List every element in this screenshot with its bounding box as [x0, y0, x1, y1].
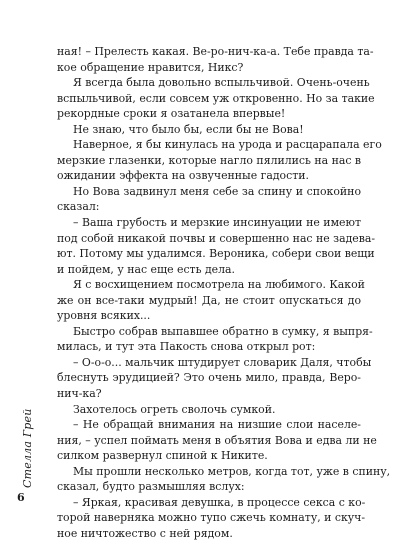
text-line: ное ничтожество с ней рядом. [57, 526, 233, 540]
text-line: блеснуть эрудицией? Это очень мило, правда, Веро- [57, 371, 361, 385]
text-line: – Яркая, красивая девушка, в процессе секса с ко- [73, 495, 366, 509]
text-line: – Не обращай внимания на низшие слои населе- [73, 418, 361, 432]
text-line: Наверное, я бы кинулась на урода и расцарапала его [73, 138, 382, 152]
author-signature: Стелла Грей [21, 408, 34, 488]
text-line: – Ваша грубость и мерзкие инсинуации не имеют [73, 216, 361, 230]
text-line: ная! – Прелесть какая. Ве-ро-нич-ка-а. Тебе правда та- [57, 45, 374, 58]
text-line: – О-о-о... мальчик штудирует словарик Даля, чтобы [73, 355, 372, 369]
text-line: ожидании эффекта на озвученные гадости. [57, 169, 309, 183]
text-line: сказал: [57, 200, 100, 214]
text-line: Я всегда была довольно вспыльчивой. Очень-очень [73, 76, 370, 90]
body-text [57, 44, 391, 542]
text-line: сказал, будто размышляя вслух: [57, 480, 245, 494]
text-line: торой наверняка можно тупо сжечь комнату, и скуч- [57, 511, 366, 525]
text-line: под собой никакой почвы и совершенно нас не задева- [57, 231, 376, 245]
text-line: силком развернул спиной к Никите. [57, 449, 268, 463]
text-line: нич-ка? [57, 387, 102, 401]
page-number: 6 [17, 491, 25, 504]
text-line: Быстро собрав выпавшее обратно в сумку, я выпря- [73, 324, 373, 338]
text-line: мерзкие глазенки, которые нагло пялились на нас в [57, 153, 362, 167]
text-line: Не знаю, что было бы, если бы не Вова! [73, 122, 304, 136]
text-line: Захотелось огреть сволочь сумкой. [73, 402, 276, 416]
text-line: Мы прошли несколько метров, когда тот, уже в спину, [73, 464, 391, 478]
text-line: кое обращение нравится, Никс? [57, 60, 244, 74]
text-line: вспыльчивой, если совсем уж откровенно. Но за такие [57, 91, 375, 105]
text-line: и пойдем, у нас еще есть дела. [57, 262, 235, 276]
text-line: милась, и тут эта Пакость снова открыл рот: [57, 340, 316, 354]
text-line: Но Вова задвинул меня себе за спину и спокойно [73, 184, 361, 198]
text-line: ют. Потому мы удалимся. Вероника, собери свои вещи [57, 247, 375, 261]
text-line: Я с восхищением посмотрела на любимого. Какой [73, 278, 365, 292]
text-line: же он все-таки мудрый! Да, не стоит опускаться до [57, 293, 361, 307]
text-line: ния, – успел поймать меня в объятия Вова и едва ли не [57, 433, 377, 447]
text-line: рекордные сроки я озатанела впервые! [57, 107, 286, 121]
text-line: уровня всяких... [57, 309, 151, 323]
